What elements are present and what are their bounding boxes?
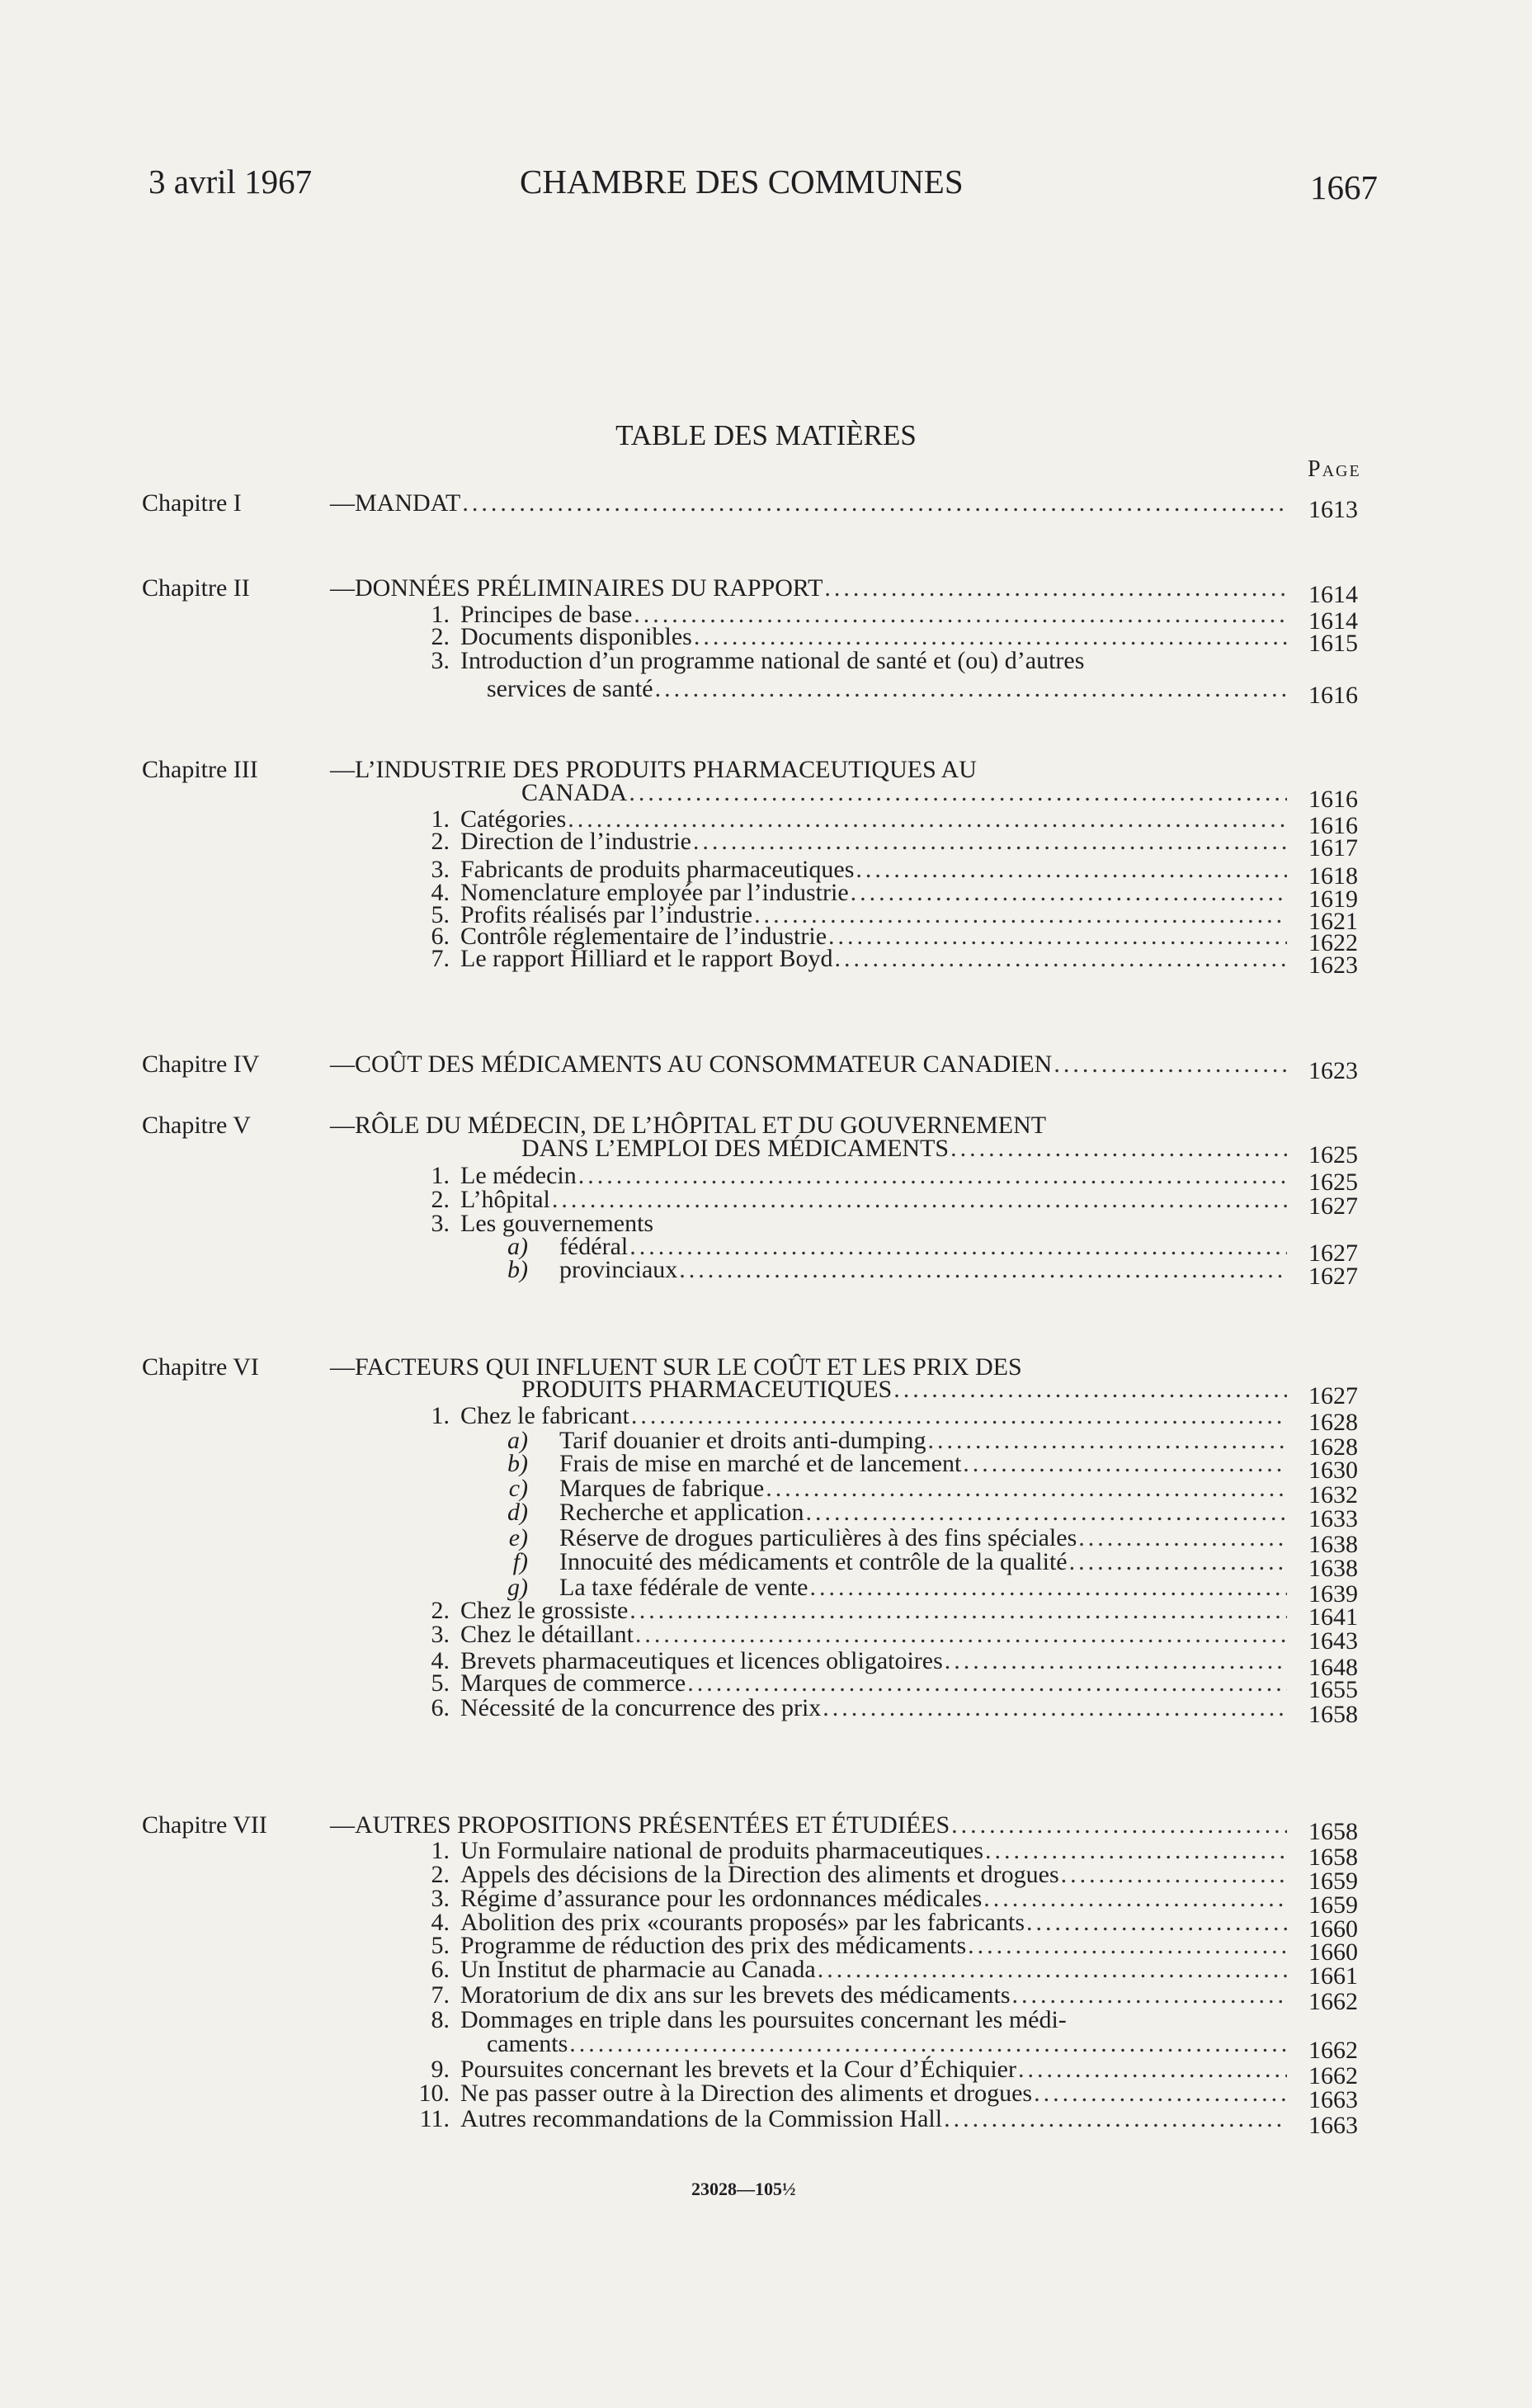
chapter-heading: —AUTRES PROPOSITIONS PRÉSENTÉES ET ÉTUDIÉES ..... <box>330 1811 1287 1839</box>
entry-number: 3. <box>431 647 450 674</box>
entry-page-number: 1627 <box>1308 1263 1358 1290</box>
entry-title: Profits réalisés par l’industrie <box>460 901 753 928</box>
entry-page-number: 1622 <box>1308 929 1358 956</box>
entry-title: Innocuité des médicaments et contrôle de la qualité <box>559 1548 1068 1575</box>
entry-page-number: 1618 <box>1308 862 1358 890</box>
entry-page-number: 1639 <box>1308 1580 1358 1608</box>
entry-number: 6. <box>431 1956 450 1983</box>
entry-page-number: 1621 <box>1308 908 1358 935</box>
entry-title: Nécessité de la concurrence des prix <box>460 1694 822 1721</box>
entry-page-number: 1659 <box>1308 1891 1358 1919</box>
chapter-label: Chapitre V <box>142 1112 251 1139</box>
toc-subentry <box>330 1450 1287 1478</box>
entry-page-number: 1659 <box>1308 1867 1358 1895</box>
entry-number: 5. <box>431 1669 450 1697</box>
entry-title: Nomenclature employée par l’industrie <box>460 879 849 906</box>
entry-page-number: 1632 <box>1308 1481 1358 1509</box>
entry-page-number: 1633 <box>1308 1505 1358 1532</box>
entry-title: Recherche et application <box>559 1499 804 1526</box>
entry-number: 11. <box>419 2105 450 2132</box>
toc-entry <box>330 828 1287 856</box>
entry-number: 4. <box>431 879 450 906</box>
chapter-heading: —FACTEURS QUI INFLUENT SUR LE COÛT ET LES PRIX DES <box>330 1353 1022 1381</box>
header-title: CHAMBRE DES COMMUNES <box>520 163 964 201</box>
entry-number: 2. <box>431 1597 450 1624</box>
entry-title: Chez le grossiste <box>460 1597 629 1624</box>
entry-number: 7. <box>431 1981 450 2009</box>
entry-page-number: 1641 <box>1308 1603 1358 1631</box>
entry-number: 4. <box>431 1647 450 1674</box>
chapter-heading: —DONNÉES PRÉLIMINAIRES DU RAPPORT ..... <box>330 574 1287 602</box>
entry-page-number: 1658 <box>1308 1844 1358 1871</box>
entry-title: Direction de l’industrie <box>460 828 691 855</box>
chapter-label: Chapitre VI <box>142 1353 259 1381</box>
entry-title: Abolition des prix «courants proposés» par les fabricants <box>460 1909 1025 1936</box>
entry-title: Un Formulaire national de produits pharmaceutiques <box>460 1837 983 1864</box>
page-column-label: Page <box>1308 456 1361 482</box>
entry-page-number: 1615 <box>1308 630 1358 657</box>
entry-number: 3. <box>431 1210 450 1237</box>
entry-title: Un Institut de pharmacie au Canada <box>460 1956 816 1983</box>
entry-title: Dommages en triple dans les poursuites concernant les médi- <box>460 2006 1067 2033</box>
chapter-heading: —COÛT DES MÉDICAMENTS AU CONSOMMATEUR CANADIEN ..... <box>330 1051 1287 1079</box>
entry-number: 3. <box>431 856 450 883</box>
chapter-page-number: 1616 <box>1308 786 1358 813</box>
entry-page-number: 1648 <box>1308 1654 1358 1681</box>
entry-page-number: 1614 <box>1308 607 1358 635</box>
entry-title: Programme de réduction des prix des médicaments <box>460 1932 967 1959</box>
entry-title: Réserve de drogues particulières à des fins spéciales <box>559 1524 1077 1551</box>
entry-title: Moratorium de dix ans sur les brevets des médicaments <box>460 1981 1011 2009</box>
entry-page-number: 1630 <box>1308 1457 1358 1484</box>
entry-title: L’hôpital <box>460 1186 550 1213</box>
entry-title: Documents disponibles <box>460 623 692 650</box>
header-page-number: 1667 <box>1310 168 1378 206</box>
toc-entry <box>330 2105 1287 2133</box>
entry-page-number: 1655 <box>1308 1676 1358 1703</box>
entry-title: Appels des décisions de la Direction des aliments et drogues <box>460 1861 1059 1888</box>
entry-number: 5. <box>431 1932 450 1959</box>
entry-title: Introduction d’un programme national de santé et (ou) d’autres <box>460 647 1085 674</box>
entry-title: Les gouvernements <box>460 1210 654 1237</box>
chapter-label: Chapitre II <box>142 574 250 602</box>
entry-number: 7. <box>431 945 450 972</box>
chapter-page-number: 1623 <box>1308 1057 1358 1084</box>
toc-entry <box>330 1669 1287 1697</box>
entry-number: 2. <box>431 828 450 855</box>
entry-number: a) <box>507 1233 528 1260</box>
entry-number: 9. <box>431 2056 450 2083</box>
entry-number: 1. <box>431 1837 450 1864</box>
entry-number: f) <box>512 1548 528 1575</box>
entry-page-number: 1619 <box>1308 885 1358 913</box>
entry-title: Catégories <box>460 805 567 833</box>
toc-subentry <box>330 1256 1287 1284</box>
entry-number: 2. <box>431 1186 450 1213</box>
entry-number: 8. <box>431 2006 450 2033</box>
chapter-page-number: 1614 <box>1308 581 1358 608</box>
entry-title: Contrôle réglementaire de l’industrie <box>460 923 827 950</box>
chapter-heading: —L’INDUSTRIE DES PRODUITS PHARMACEUTIQUES AU <box>330 756 977 783</box>
chapter-heading-continuation: PRODUITS PHARMACEUTIQUES ..... <box>330 1376 1287 1404</box>
entry-page-number: 1628 <box>1308 1433 1358 1461</box>
chapter-page-number: 1658 <box>1308 1818 1358 1845</box>
entry-title: Tarif douanier et droits anti-dumping <box>559 1427 926 1454</box>
printer-code: 23028—105½ <box>691 2179 796 2199</box>
chapter-label: Chapitre III <box>142 756 258 783</box>
entry-page-number: 1662 <box>1308 1988 1358 2015</box>
toc-entry <box>330 1621 1287 1649</box>
entry-title: provinciaux <box>559 1256 678 1283</box>
entry-page-number: 1663 <box>1308 2086 1358 2113</box>
entry-title: Brevets pharmaceutiques et licences obligatoires <box>460 1647 943 1674</box>
entry-number: 5. <box>431 901 450 928</box>
entry-page-number: 1625 <box>1308 1169 1358 1196</box>
entry-page-number: 1662 <box>1308 2062 1358 2089</box>
chapter-page-number: 1625 <box>1308 1141 1358 1169</box>
entry-page-number: 1617 <box>1308 834 1358 862</box>
entry-number: c) <box>508 1475 528 1502</box>
entry-page-number: 1662 <box>1308 2037 1358 2064</box>
entry-page-number: 1623 <box>1308 951 1358 979</box>
chapter-page-number: 1613 <box>1308 496 1358 523</box>
entry-title: Ne pas passer outre à la Direction des aliments et drogues <box>460 2080 1033 2107</box>
entry-page-number: 1658 <box>1308 1701 1358 1728</box>
toc-subentry <box>330 1548 1287 1576</box>
chapter-label: Chapitre IV <box>142 1051 260 1078</box>
entry-page-number: 1660 <box>1308 1938 1358 1966</box>
entry-number: 3. <box>431 1621 450 1648</box>
entry-number: 2. <box>431 623 450 650</box>
entry-number: g) <box>507 1574 528 1601</box>
toc-entry <box>330 1981 1287 2009</box>
entry-title: Chez le détaillant <box>460 1621 634 1648</box>
entry-page-number: 1627 <box>1308 1192 1358 1220</box>
entry-page-number: 1643 <box>1308 1627 1358 1655</box>
toc-entry <box>330 1402 1287 1430</box>
entry-title: Le rapport Hilliard et le rapport Boyd <box>460 945 833 972</box>
entry-number: 2. <box>431 1861 450 1888</box>
entry-title: Autres recommandations de la Commission Hall <box>460 2105 943 2132</box>
entry-number: 1. <box>431 601 450 628</box>
entry-number: 6. <box>431 923 450 950</box>
entry-number: a) <box>507 1427 528 1454</box>
entry-number: 10. <box>418 2080 450 2107</box>
entry-page-number: 1628 <box>1308 1409 1358 1436</box>
entry-number: 3. <box>431 1885 450 1912</box>
toc-entry <box>330 1694 1287 1722</box>
chapter-heading: —RÔLE DU MÉDECIN, DE L’HÔPITAL ET DU GOUVERNEMENT <box>330 1112 1047 1139</box>
entry-number: d) <box>507 1499 528 1526</box>
entry-title: Marques de commerce <box>460 1669 686 1697</box>
entry-page-number: 1638 <box>1308 1555 1358 1582</box>
toc-subentry <box>330 1499 1287 1527</box>
toc-title: TABLE DES MATIÈRES <box>615 419 917 451</box>
entry-page-number: 1663 <box>1308 2112 1358 2139</box>
entry-page-number: 1638 <box>1308 1531 1358 1558</box>
entry-number: b) <box>507 1450 528 1477</box>
entry-title: Principes de base <box>460 601 633 628</box>
entry-title: Fabricants de produits pharmaceutiques <box>460 856 855 883</box>
entry-title: Marques de fabrique <box>559 1475 765 1502</box>
entry-title: Poursuites concernant les brevets et la Cour d’Échiquier <box>460 2056 1016 2083</box>
entry-title: La taxe fédérale de vente <box>559 1574 808 1601</box>
entry-title: Frais de mise en marché et de lancement <box>559 1450 962 1477</box>
chapter-label: Chapitre VII <box>142 1811 267 1839</box>
toc-entry <box>330 1956 1287 1984</box>
entry-page-number: 1660 <box>1308 1915 1358 1943</box>
entry-page-number: 1616 <box>1308 682 1358 709</box>
toc-entry <box>330 945 1287 973</box>
entry-title: Le médecin <box>460 1162 577 1189</box>
entry-number: 1. <box>431 805 450 833</box>
chapter-heading: —MANDAT ..... <box>330 489 1287 517</box>
chapter-label: Chapitre I <box>142 489 242 517</box>
entry-page-number: 1616 <box>1308 812 1358 839</box>
entry-page-number: 1627 <box>1308 1239 1358 1267</box>
entry-number: 4. <box>431 1909 450 1936</box>
toc-entry <box>330 647 1287 675</box>
entry-number: b) <box>507 1256 528 1283</box>
chapter-heading-continuation: DANS L’EMPLOI DES MÉDICAMENTS ..... <box>330 1135 1287 1163</box>
chapter-heading-continuation: CANADA ..... <box>330 779 1287 807</box>
entry-number: 6. <box>431 1694 450 1721</box>
entry-title: fédéral <box>559 1233 629 1260</box>
entry-number: e) <box>508 1524 528 1551</box>
chapter-page-number: 1627 <box>1308 1382 1358 1409</box>
entry-title: Chez le fabricant <box>460 1402 629 1429</box>
toc-entry-continuation: services de santé ..... <box>330 675 1287 703</box>
toc-entry-continuation: caments ..... <box>330 2030 1287 2058</box>
entry-title: Régime d’assurance pour les ordonnances médicales <box>460 1885 983 1912</box>
entry-number: 1. <box>431 1162 450 1189</box>
entry-page-number: 1661 <box>1308 1962 1358 1990</box>
header-date: 3 avril 1967 <box>148 163 313 201</box>
toc-entry <box>330 2080 1287 2108</box>
entry-number: 1. <box>431 1402 450 1429</box>
